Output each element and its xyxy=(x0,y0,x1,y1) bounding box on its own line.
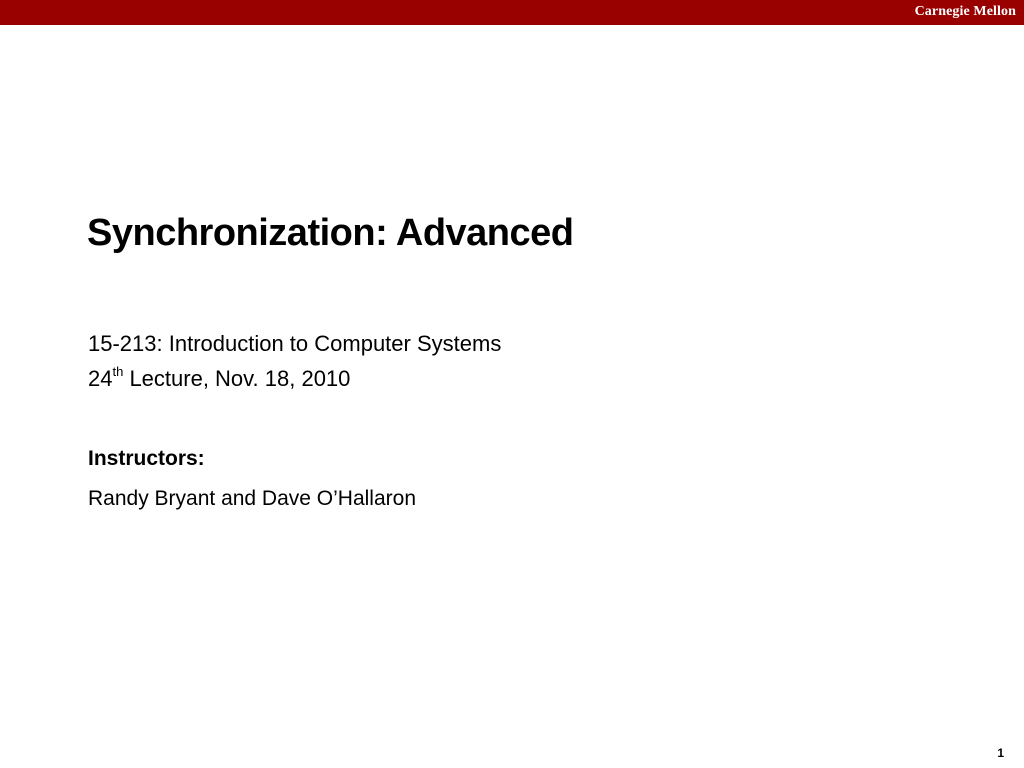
header-bar xyxy=(0,0,1024,25)
page-number: 1 xyxy=(997,746,1004,760)
slide-title: Synchronization: Advanced xyxy=(87,212,574,254)
lecture-line xyxy=(88,361,501,396)
brand-label: Carnegie Mellon xyxy=(914,4,1016,19)
lecture-date: Lecture, Nov. 18, 2010 xyxy=(123,366,351,391)
instructors-names: Randy Bryant and Dave O’Hallaron xyxy=(88,487,417,510)
course-name: 15-213: Introduction to Computer Systems xyxy=(88,331,502,356)
course-info xyxy=(88,326,501,396)
instructors-label: Instructors: xyxy=(88,447,205,470)
lecture-suffix: th xyxy=(112,363,124,379)
lecture-number: 24 xyxy=(88,366,113,391)
